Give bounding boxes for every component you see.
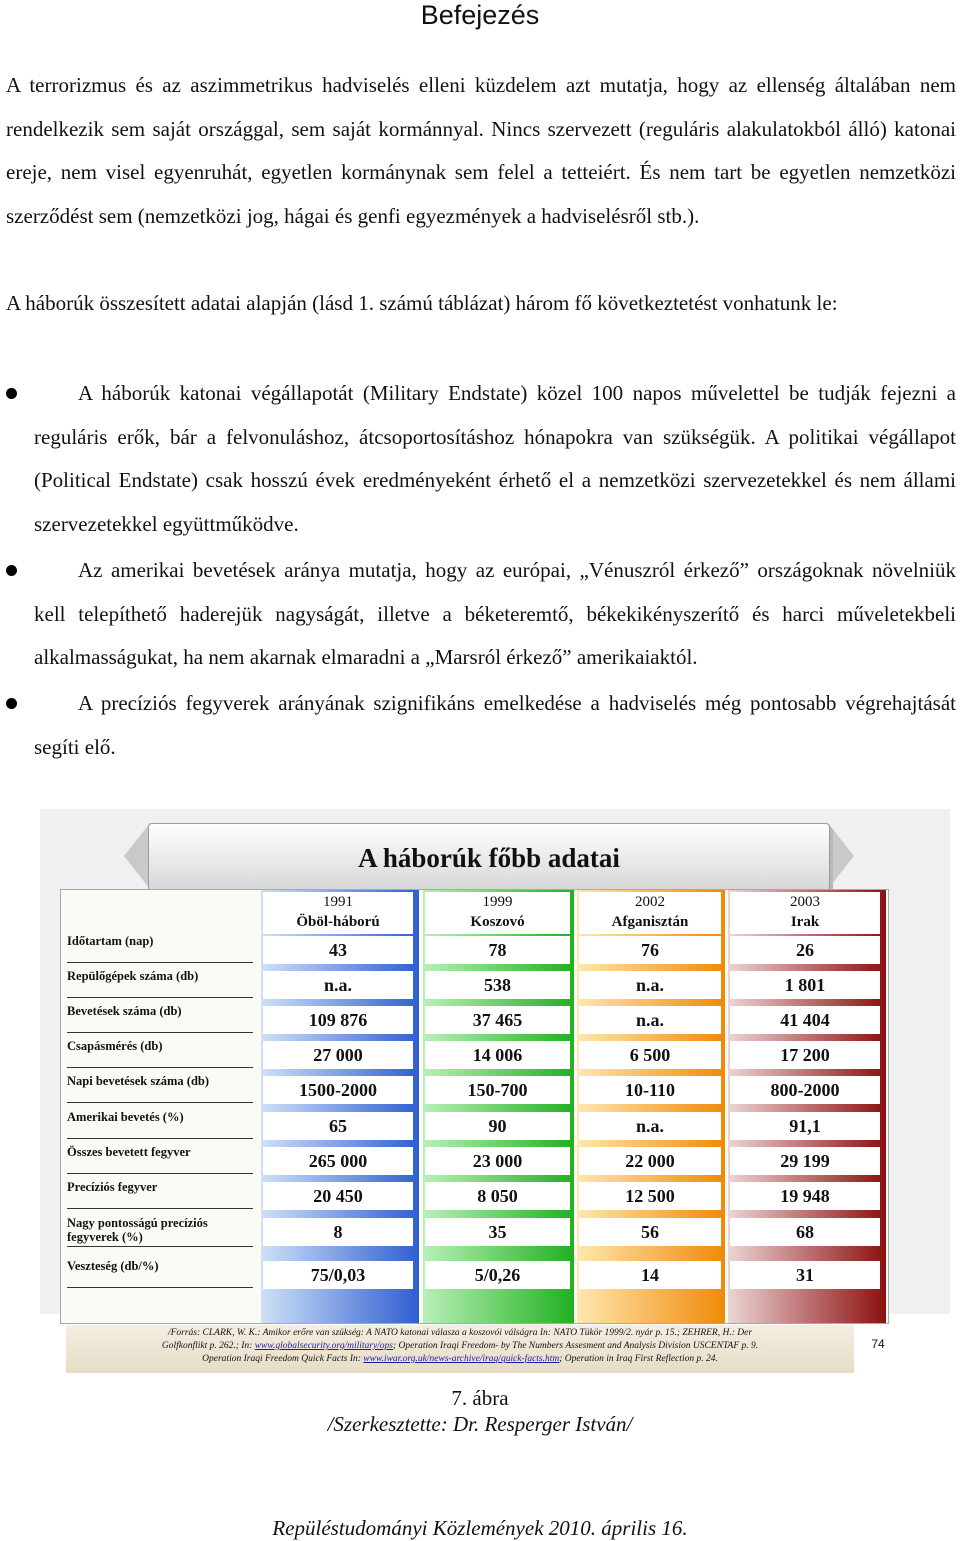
source-text: /Forrás: CLARK, W. K.: Amikor erőre van szükség: A NATO katonai válasza a koszovói válságra In: NATO Tükör 1999/2. nyár p. 15.; ZEHRER, H.: Der — [167, 1328, 753, 1338]
column-header: 2003 Irak — [730, 892, 880, 934]
conclusion-intro-paragraph: A háborúk összesített adatai alapján (lásd 1. számú táblázat) három fő következtetést vonhatunk le: — [6, 291, 838, 315]
intro-paragraph: A terrorizmus és az aszimmetrikus hadviselés elleni küzdelem azt mutatja, hogy az ellenség általában nem rendelkezik sem saját országgal, sem saját kormánnyal. Nincs szervezett (reguláris alakulatokból álló) katonai ereje, nem visel egyenruhát, egyetlen kormánynak sem felel a tetteiért. És nem tart be egyetlen nemzetközi szerződést sem (nemzetközi jog, hágai és genfi egyezmények a hadviselésről stb.). — [6, 73, 956, 228]
banner-ribbon-left — [124, 823, 150, 889]
column-header: 2002 Afganisztán — [579, 892, 721, 934]
source-link[interactable]: www.globalsecurity.org/military/ops — [254, 1341, 394, 1351]
list-item-text: Az amerikai bevetések aránya mutatja, hogy az európai, „Vénuszról érkező” országoknak növelniük kell telepíthető haderejük nagyságát, illetve a béketeremtő, békekikényszerítő és harci műveletekbeli alkalmasságukat, ha nem akarnak elmaradni a „Marsról érkező” amerikaiaktól. — [34, 557, 956, 670]
table-cell: 150-700 — [425, 1076, 570, 1104]
table-row — [61, 1216, 888, 1250]
table-cell: 538 — [425, 971, 570, 999]
table-cell: 1 801 — [730, 971, 880, 999]
list-item — [6, 549, 956, 680]
row-label: Amerikai bevetés (%) — [67, 1110, 253, 1139]
figure-credit: /Szerkesztette: Dr. Resperger István/ — [327, 1412, 633, 1436]
table-row — [61, 1180, 888, 1214]
table-cell: 31 — [730, 1261, 880, 1289]
slide-page-number: 74 — [871, 1337, 885, 1351]
table-cell: 8 — [263, 1218, 413, 1246]
source-text: Operation Iraqi Freedom Quick Facts In: www.iwar.org.uk/news-archive/iraq/quick-facts.htm; Operation in Iraq First Reflection p. 24. — [202, 1354, 718, 1364]
table-cell: n.a. — [579, 971, 721, 999]
row-label: Veszteség (db/%) — [67, 1259, 253, 1288]
table-cell: 56 — [579, 1218, 721, 1246]
table-cell: 76 — [579, 936, 721, 964]
list-item-text: A precíziós fegyverek arányának szignifikáns emelkedése a hadviselés még pontosabb végrehajtását segíti elő. — [34, 690, 956, 759]
table-row — [61, 1110, 888, 1144]
row-label: Csapásmérés (db) — [67, 1039, 253, 1068]
list-item-text: A háborúk katonai végállapotát (Military Endstate) közel 100 napos művelettel be tudják fejezni a reguláris erők, bár a felvonuláshoz, átcsoportosításhoz hónapokra van szükségük. A politikai végállapot (Political Endstate) csak hosszú évek eredményeként érhető el a nemzetközi szervezetekkel és nem állami szervezetekkel együttműködve. — [34, 381, 956, 537]
table-row — [61, 1074, 888, 1108]
row-label: Repülőgépek száma (db) — [67, 969, 253, 998]
table-cell: 10-110 — [579, 1076, 721, 1104]
conclusion-list — [6, 372, 956, 769]
table-cell: 8 050 — [425, 1182, 570, 1210]
table-row — [61, 1259, 888, 1293]
table-cell: 65 — [263, 1112, 413, 1140]
column-header: 1999 Koszovó — [425, 892, 570, 934]
table-cell: 800-2000 — [730, 1076, 880, 1104]
table-cell: 109 876 — [263, 1006, 413, 1034]
table-cell: n.a. — [263, 971, 413, 999]
column-header: 1991 Öböl-háború — [263, 892, 413, 934]
wars-data-figure — [28, 815, 940, 1375]
table-cell: 23 000 — [425, 1147, 570, 1175]
table-cell: 91,1 — [730, 1112, 880, 1140]
row-label: Nagy pontosságú precíziós fegyverek (%) — [67, 1216, 253, 1247]
table-row — [61, 934, 888, 968]
table-cell: 41 404 — [730, 1006, 880, 1034]
table-cell: 43 — [263, 936, 413, 964]
table-cell: 14 — [579, 1261, 721, 1289]
table-cell: 35 — [425, 1218, 570, 1246]
table-cell: 12 500 — [579, 1182, 721, 1210]
table-cell: 78 — [425, 936, 570, 964]
table-cell: 19 948 — [730, 1182, 880, 1210]
table-cell: 14 006 — [425, 1041, 570, 1069]
row-label: Napi bevetések száma (db) — [67, 1074, 253, 1103]
section-heading: Befejezés — [420, 0, 540, 30]
row-label: Precíziós fegyver — [67, 1180, 253, 1209]
wars-data-table — [60, 889, 889, 1324]
row-label: Időtartam (nap) — [67, 934, 253, 963]
bullet-icon — [6, 698, 17, 709]
figure-title: A háborúk főbb adatai — [358, 843, 620, 873]
table-cell: 29 199 — [730, 1147, 880, 1175]
table-row — [61, 1145, 888, 1179]
table-cell: 75/0,03 — [263, 1261, 413, 1289]
bullet-icon — [6, 565, 17, 576]
table-cell: 6 500 — [579, 1041, 721, 1069]
table-cell: 37 465 — [425, 1006, 570, 1034]
table-row — [61, 969, 888, 1003]
source-link[interactable]: www.iwar.org.uk/news-archive/iraq/quick-facts.htm — [363, 1354, 560, 1364]
table-cell: 5/0,26 — [425, 1261, 570, 1289]
table-cell: 68 — [730, 1218, 880, 1246]
table-cell: 20 450 — [263, 1182, 413, 1210]
table-cell: 265 000 — [263, 1147, 413, 1175]
list-item — [6, 682, 956, 769]
table-cell: n.a. — [579, 1112, 721, 1140]
table-cell: 17 200 — [730, 1041, 880, 1069]
figure-source — [66, 1325, 854, 1373]
table-cell: n.a. — [579, 1006, 721, 1034]
table-cell: 90 — [425, 1112, 570, 1140]
row-label: Bevetések száma (db) — [67, 1004, 253, 1033]
bullet-icon — [6, 388, 17, 399]
figure-title-banner — [148, 823, 830, 891]
banner-ribbon-right — [828, 823, 854, 889]
list-item — [6, 372, 956, 547]
figure-caption: 7. ábra — [451, 1386, 509, 1410]
table-cell: 22 000 — [579, 1147, 721, 1175]
table-cell: 1500-2000 — [263, 1076, 413, 1104]
table-cell: 27 000 — [263, 1041, 413, 1069]
row-label: Összes bevetett fegyver — [67, 1145, 253, 1174]
table-row — [61, 1039, 888, 1073]
source-text: Golfkonflikt p. 262.; In: www.globalsecurity.org/military/ops; Operation Iraqi Freedom- by The Numbers Assesment and Analysis Division USCENTAF p. 9. — [161, 1341, 759, 1351]
table-row — [61, 1004, 888, 1038]
page-footer: Repüléstudományi Közlemények 2010. április 16. — [272, 1516, 688, 1540]
table-cell: 26 — [730, 936, 880, 964]
